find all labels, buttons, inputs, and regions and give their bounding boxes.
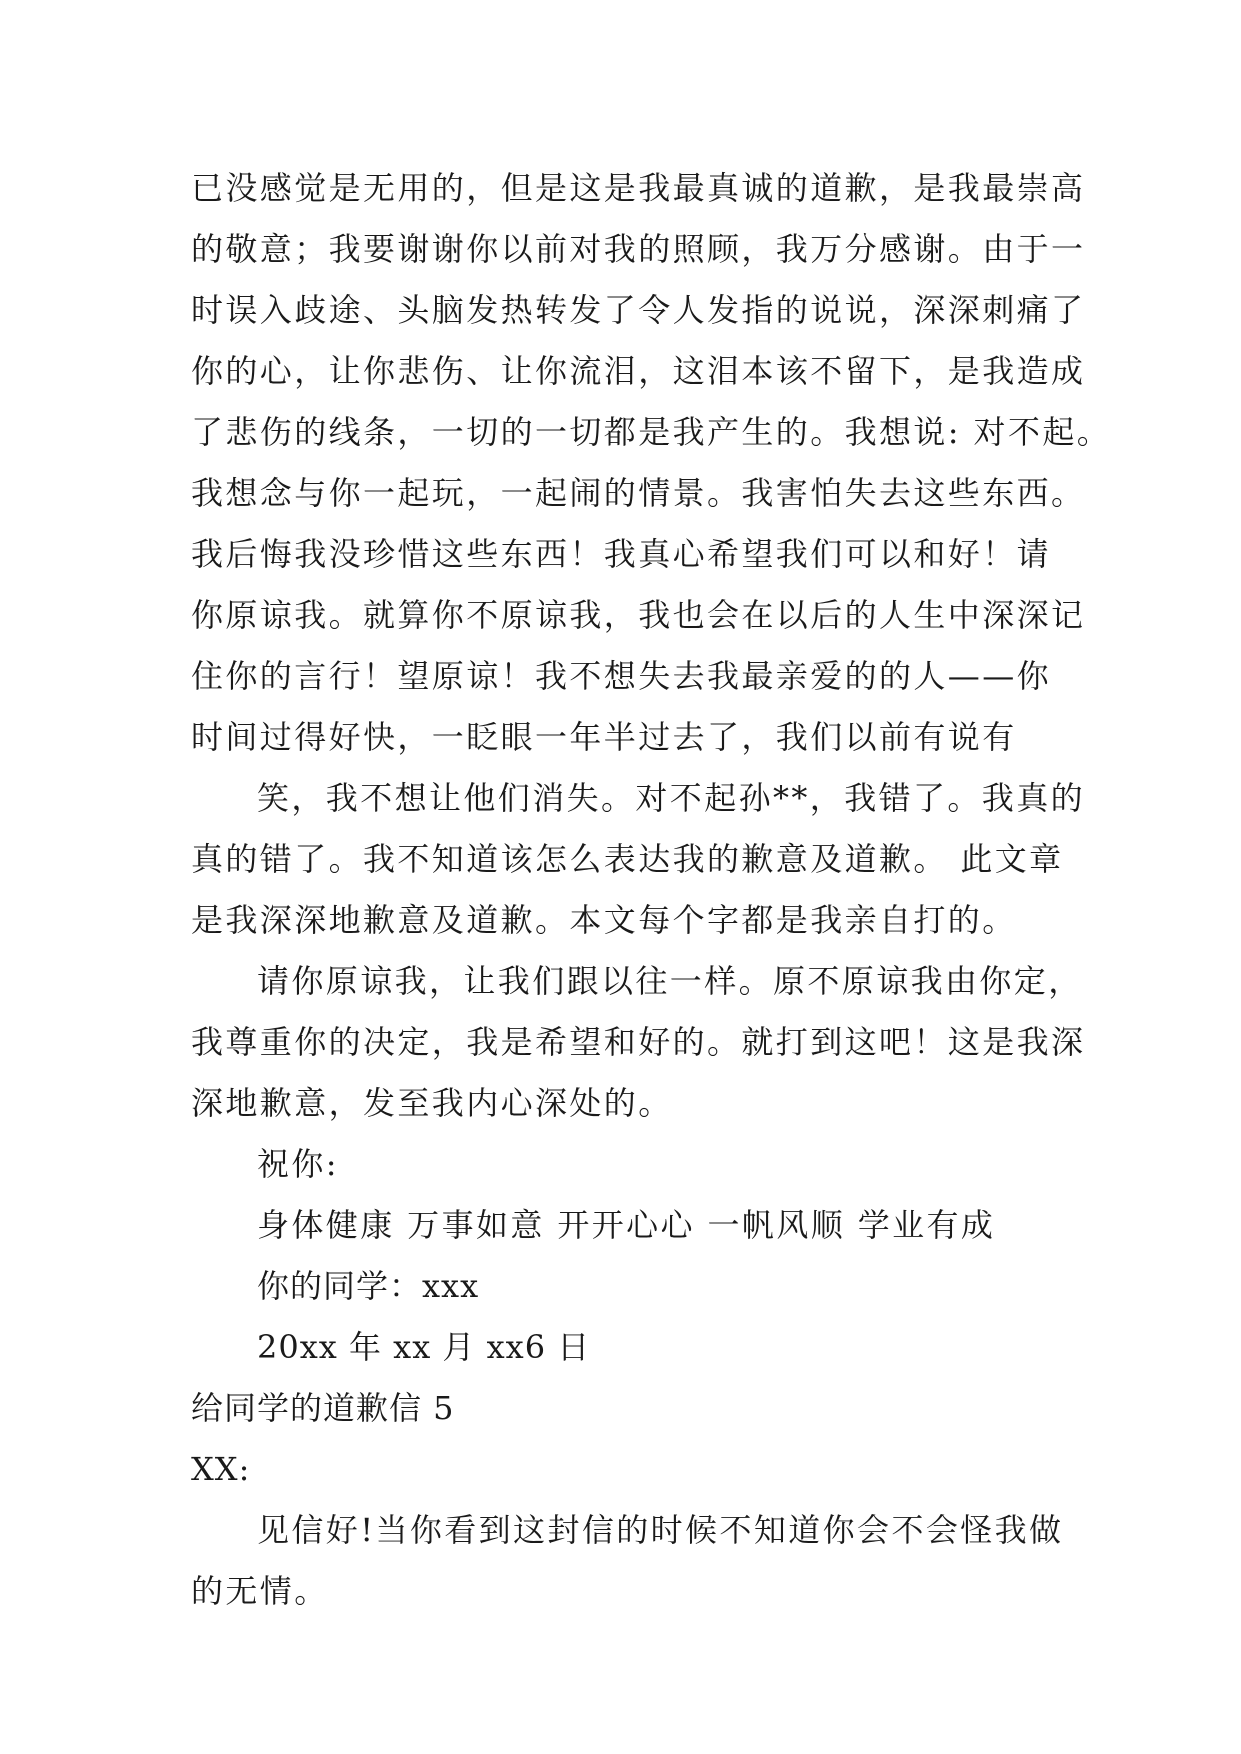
body-line: 你原谅我。就算你不原谅我，我也会在以后的人生中深深记 [191, 596, 1086, 634]
body-line: 的敬意；我要谢谢你以前对我的照顾，我万分感谢。由于一 [191, 230, 1086, 268]
closing-greeting: 祝你: [257, 1145, 339, 1183]
body-line: 请你原谅我，让我们跟以往一样。原不原谅我由你定， [257, 962, 1083, 1000]
body-line: 我尊重你的决定，我是希望和好的。就打到这吧！这是我深 [191, 1023, 1086, 1061]
body-line: 了悲伤的线条，一切的一切都是我产生的。我想说: 对不起。 [191, 413, 1112, 451]
body-line: 住你的言行！望原谅！我不想失去我最亲爱的的人——你 [191, 657, 1052, 695]
body-line: 你的心，让你悲伤、让你流泪，这泪本该不留下，是我造成 [191, 352, 1086, 390]
salutation: XX: [191, 1450, 251, 1488]
body-line: 我想念与你一起玩，一起闹的情景。我害怕失去这些东西。 [191, 474, 1086, 512]
letter-date: 20xx 年 xx 月 xx6 日 [257, 1328, 591, 1366]
body-line: 时误入歧途、头脑发热转发了令人发指的说说，深深刺痛了 [191, 291, 1086, 329]
section-title: 给同学的道歉信 5 [191, 1389, 455, 1427]
body-line: 笑，我不想让他们消失。对不起孙**，我错了。我真的 [257, 779, 1086, 817]
signature: 你的同学：xxx [257, 1267, 480, 1305]
body-line: 是我深深地歉意及道歉。本文每个字都是我亲自打的。 [191, 901, 1017, 939]
body-line: 的无情。 [191, 1572, 329, 1610]
body-line: 时间过得好快，一眨眼一年半过去了，我们以前有说有 [191, 718, 1017, 756]
body-line: 深地歉意，发至我内心深处的。 [191, 1084, 673, 1122]
body-line: 已没感觉是无用的，但是这是我最真诚的道歉，是我最崇高 [191, 169, 1086, 207]
body-line: 真的错了。我不知道该怎么表达我的歉意及道歉。 此文章 [191, 840, 1064, 878]
body-line: 见信好!当你看到这封信的时候不知道你会不会怪我做 [257, 1511, 1064, 1549]
body-line: 我后悔我没珍惜这些东西！我真心希望我们可以和好！请 [191, 535, 1052, 573]
letter-body [191, 158, 1112, 1622]
closing-wishes: 身体健康 万事如意 开开心心 一帆风顺 学业有成 [257, 1206, 996, 1244]
